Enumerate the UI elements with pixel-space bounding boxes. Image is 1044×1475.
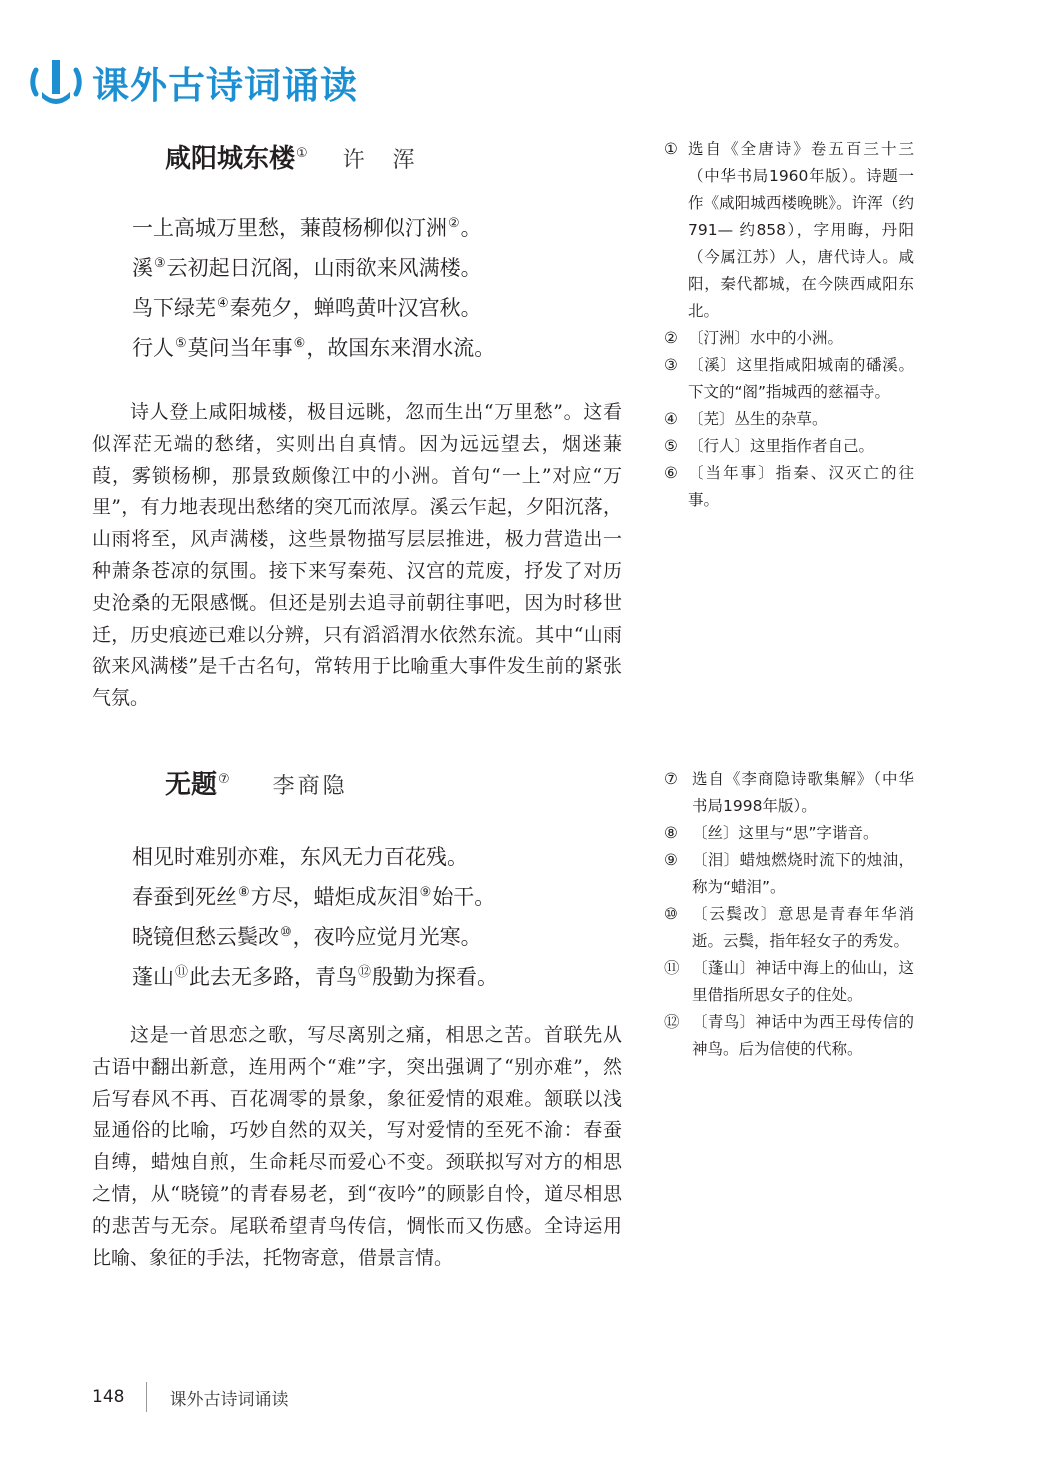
poem1-line-3: 鸟下绿芜④秦苑夕，蝉鸣黄叶汉宫秋。 (132, 296, 482, 320)
footnote: ① 选自《全唐诗》卷五百三十三（中华书局1960年版）。诗题一作《咸阳城西楼晚眺》。许浑（约791— 约858），字用晦，丹阳（今属江苏）人，唐代诗人。咸阳，秦代都城，在今陕西咸阳东北。 (664, 140, 914, 320)
section-header (28, 52, 358, 112)
poem2-title-note-ref[interactable]: ⑦ (218, 772, 230, 788)
footnote: ⑥ 〔当年事〕指秦、汉灭亡的往事。 (664, 464, 914, 509)
footer-divider (146, 1382, 147, 1412)
footnote: ③ 〔溪〕这里指咸阳城南的磻溪。下文的“阁”指城西的慈福寺。 (664, 356, 914, 401)
note-ref[interactable]: ② (448, 216, 460, 231)
poem1-heading (165, 138, 418, 175)
footnote: ⑤ 〔行人〕这里指作者自己。 (664, 437, 875, 455)
poem2-line-2: 春蚕到死丝⑧方尽，蜡炬成灰泪⑨始干。 (132, 885, 496, 909)
poem1-commentary (92, 397, 622, 715)
poem2-line-1: 相见时难别亦难，东风无力百花残。 (132, 845, 468, 869)
poem1-title: 咸阳城东楼① (165, 144, 308, 174)
poem2-text (132, 837, 498, 997)
footnote: ⑪ 〔蓬山〕神话中海上的仙山，这里借指所思女子的住处。 (664, 959, 914, 1004)
footnote: ⑨ 〔泪〕蜡烛燃烧时流下的烛油，称为“蜡泪”。 (664, 851, 914, 896)
page-footer (92, 1382, 288, 1412)
note-ref[interactable]: ⑤ (175, 336, 187, 351)
poem1-title-note-ref[interactable]: ① (296, 146, 308, 162)
poem1-line-4: 行人⑤莫问当年事⑥，故国东来渭水流。 (132, 336, 496, 360)
poem2-commentary (92, 1020, 622, 1274)
commentary-paragraph: 诗人登上咸阳城楼，极目远眺，忽而生出“万里愁”。这看似浑茫无端的愁绪，实则出自真情。因为远远望去，烟迷蒹葭，雾锁杨柳，那景致颇像江中的小洲。首句“一上”对应“万里”，有力地表现出愁绪的突兀而浓厚。溪云乍起，夕阳沉落，山雨将至，风声满楼，这些景物描写层层推进，极力营造出一种萧条苍凉的氛围。接下来写秦苑、汉宫的荒废，抒发了对历史沧桑的无限感慨。但还是别去追寻前朝往事吧，因为时移世迁，历史痕迹已难以分辨，只有滔滔渭水依然东流。其中“山雨欲来风满楼”是千古名句，常转用于比喻重大事件发生前的紧张气氛。 (92, 401, 622, 710)
poem2-author: 李商隐 (272, 774, 348, 799)
poem1-text (132, 208, 495, 368)
note-ref[interactable]: ⑩ (280, 925, 292, 940)
note-ref[interactable]: ⑫ (358, 965, 372, 980)
footnote: ⑫ 〔青鸟〕神话中为西王母传信的神鸟。后为信使的代称。 (664, 1013, 914, 1058)
note-ref[interactable]: ⑧ (238, 885, 250, 900)
footer-section-label: 课外古诗词诵读 (169, 1389, 289, 1410)
note-ref[interactable]: ④ (217, 296, 229, 311)
footnote: ⑩ 〔云鬓改〕意思是青春年华消逝。云鬓，指年轻女子的秀发。 (664, 905, 914, 950)
section-title: 课外古诗词诵读 (92, 64, 358, 107)
note-ref[interactable]: ③ (154, 256, 166, 271)
poem1-notes (664, 136, 914, 514)
note-ref[interactable]: ⑥ (293, 336, 306, 351)
footnote: ⑧ 〔丝〕这里与“思”字谐音。 (664, 824, 879, 842)
note-ref[interactable]: ⑪ (175, 965, 189, 980)
poem2-heading (165, 764, 348, 801)
poem2-notes (664, 766, 914, 1063)
commentary-paragraph: 这是一首思恋之歌，写尽离别之痛，相思之苦。首联先从古语中翻出新意，连用两个“难”字，突出强调了“别亦难”，然后写春风不再、百花凋零的景象，象征爱情的艰难。颔联以浅显通俗的比喻，巧妙自然的双关，写对爱情的至死不渝：春蚕自缚，蜡烛自煎，生命耗尽而爱心不变。颈联拟写对方的相思之情，从“晓镜”的青春易老，到“夜吟”的顾影自怜，道尽相思的悲苦与无奈。尾联希望青鸟传信，惆怅而又伤感。全诗运用比喻、象征的手法，托物寄意，借景言情。 (92, 1024, 622, 1269)
footnote: ⑦ 选自《李商隐诗歌集解》（中华书局1998年版）。 (664, 770, 914, 815)
poem2-line-4: 蓬山⑪此去无多路，青鸟⑫殷勤为探看。 (132, 965, 499, 989)
poem1-author: 许 浑 (342, 148, 418, 173)
poem1-line-2: 溪③云初起日沉阁，山雨欲来风满楼。 (132, 256, 482, 280)
note-ref[interactable]: ⑨ (419, 885, 432, 900)
footnote: ④ 〔芜〕丛生的杂草。 (664, 410, 828, 428)
section-badge-icon (28, 54, 84, 110)
poem2-title: 无题⑦ (165, 770, 230, 800)
page-number: 148 (92, 1387, 125, 1407)
footnote: ② 〔汀洲〕水中的小洲。 (664, 329, 844, 347)
poem1-line-1: 一上高城万里愁，蒹葭杨柳似汀洲②。 (132, 216, 482, 240)
poem2-line-3: 晓镜但愁云鬓改⑩，夜吟应觉月光寒。 (132, 925, 482, 949)
